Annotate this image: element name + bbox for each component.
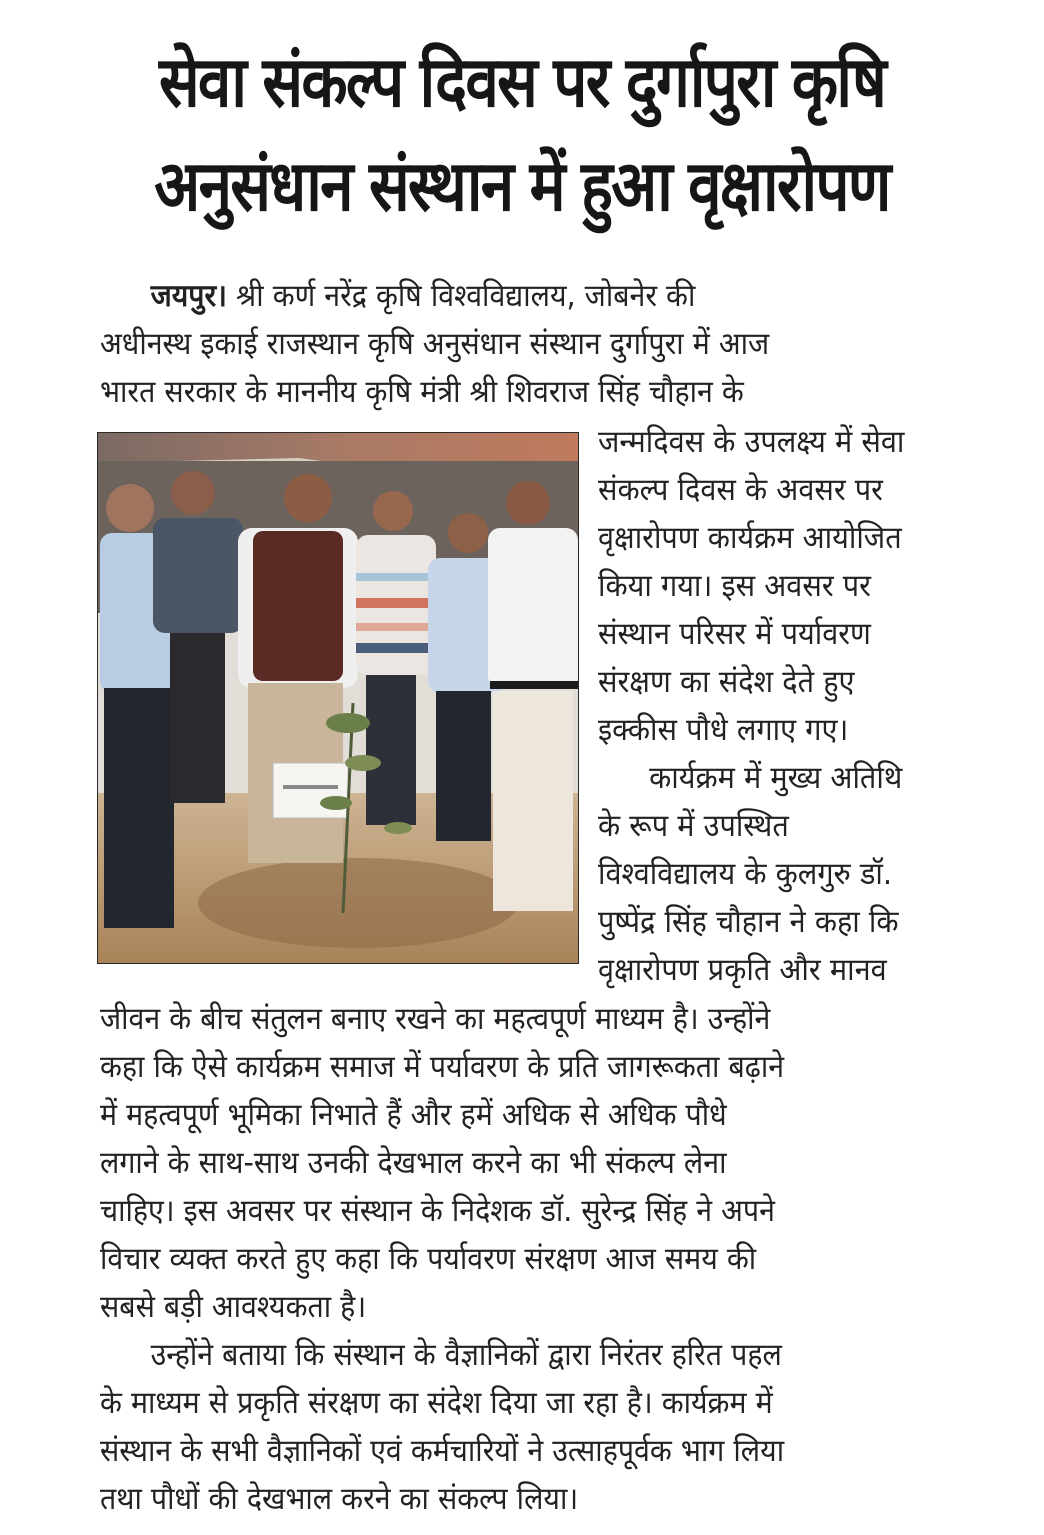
body-line: सबसे बड़ी आवश्यकता है। xyxy=(100,1289,367,1325)
column-line: किया गया। इस अवसर पर xyxy=(598,568,871,604)
dateline: जयपुर। xyxy=(150,278,227,314)
body-line: लगाने के साथ-साथ उनकी देखभाल करने का भी संकल्प लेना xyxy=(100,1145,727,1181)
column-line: वृक्षारोपण कार्यक्रम आयोजित xyxy=(598,520,902,556)
column-line: संरक्षण का संदेश देते हुए xyxy=(598,664,855,700)
column-line: के रूप में उपस्थित xyxy=(598,808,789,844)
body-line: में महत्वपूर्ण भूमिका निभाते हैं और हमें अधिक से अधिक पौधे xyxy=(100,1097,727,1133)
headline-line-2: अनुसंधान संस्थान में हुआ वृक्षारोपण xyxy=(154,145,890,227)
news-photo xyxy=(97,432,579,964)
tree-planting-photo xyxy=(98,433,578,963)
body-line: तथा पौधों की देखभाल करने का संकल्प लिया। xyxy=(100,1481,579,1517)
headline-line-1: सेवा संकल्प दिवस पर दुर्गापुरा कृषि xyxy=(158,41,886,123)
column-line: इक्कीस पौधे लगाए गए। xyxy=(598,712,849,748)
body-line: कहा कि ऐसे कार्यक्रम समाज में पर्यावरण के प्रति जागरूकता बढ़ाने xyxy=(100,1049,785,1085)
body-line: चाहिए। इस अवसर पर संस्थान के निदेशक डॉ. सुरेन्द्र सिंह ने अपने xyxy=(100,1193,775,1229)
intro-line-2: अधीनस्थ इकाई राजस्थान कृषि अनुसंधान संस्थान दुर्गापुरा में आज xyxy=(100,326,770,362)
column-line: वृक्षारोपण प्रकृति और मानव xyxy=(598,952,887,988)
column-line: विश्वविद्यालय के कुलगुरु डॉ. xyxy=(598,856,893,892)
body-line: उन्होंने बताया कि संस्थान के वैज्ञानिकों द्वारा निरंतर हरित पहल xyxy=(150,1337,782,1373)
column-line: पुष्पेंद्र सिंह चौहान ने कहा कि xyxy=(598,904,899,940)
column-line: कार्यक्रम में मुख्य अतिथि xyxy=(649,760,903,796)
body-line: संस्थान के सभी वैज्ञानिकों एवं कर्मचारियों ने उत्साहपूर्वक भाग लिया xyxy=(100,1433,785,1469)
column-line: संकल्प दिवस के अवसर पर xyxy=(598,472,883,508)
body-line: जीवन के बीच संतुलन बनाए रखने का महत्वपूर्ण माध्यम है। उन्होंने xyxy=(100,1001,771,1037)
column-line: संस्थान परिसर में पर्यावरण xyxy=(598,616,871,652)
intro-line-1: जयपुर। श्री कर्ण नरेंद्र कृषि विश्वविद्यालय, जोबनेर की xyxy=(150,278,696,314)
body-line: के माध्यम से प्रकृति संरक्षण का संदेश दिया जा रहा है। कार्यक्रम में xyxy=(100,1385,773,1421)
body-line: विचार व्यक्त करते हुए कहा कि पर्यावरण संरक्षण आज समय की xyxy=(100,1241,757,1277)
column-line: जन्मदिवस के उपलक्ष्य में सेवा xyxy=(598,424,905,460)
intro-line-3: भारत सरकार के माननीय कृषि मंत्री श्री शिवराज सिंह चौहान के xyxy=(100,374,744,410)
